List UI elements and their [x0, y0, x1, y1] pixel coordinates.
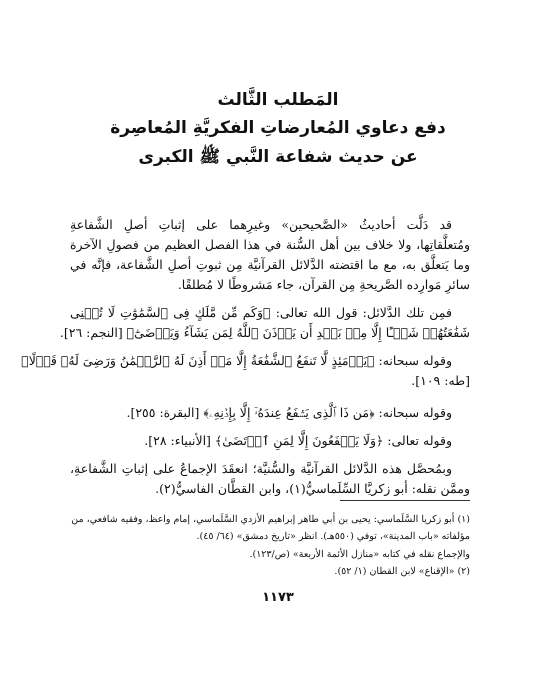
- body-line: سائرِ مَوارِده الصَّريحةِ مِن القرآن، جاء مَشروطًا لا مُطلقًا.: [177, 277, 470, 292]
- footnote-line: (٢) «الإقناع» لابن القطان (١/ ٥٢).: [334, 566, 470, 577]
- body-line: وقوله سبحانه: ﴿مَن ذَا ٱلَّذِى يَشۡفَعُ عِندَهُۥٓ إِلَّا بِإِذۡنِهِۦ﴾ [البقرة: ٢٥٥].: [126, 405, 452, 420]
- body-line: وقوله سبحانه: ﴿يَوۡمَئِذٍ لَّا تَنفَعُ ٱلشَّفَٰعَةُ إِلَّا مَنۡ أَذِنَ لَهُ ٱلرَّحۡمَٰنُ وَرَضِىَ لَهُۥ قَوۡلًا﴾: [21, 353, 452, 368]
- footnote-line: والإجماع نقله في كتابه «منازل الأئمة الأربعة» (ص/١٢٣).: [249, 549, 470, 560]
- body-line: وما يَتعلَّق به، مع ما اقتضته الدَّلائل القرآنيَّة مِن ثبوتِ أصلِ الشَّفاعة، فإنَّه في: [70, 257, 470, 272]
- footnote-line: مؤلفاته «باب المدينة»، توفي (٥٥٠هـ). انظر «تاريخ دمشق» (٦٤/ ٤٥).: [196, 531, 470, 542]
- page-number: ١١٧٣: [262, 590, 294, 605]
- body-line: فمِن تلك الدَّلائل: قول الله تعالى: ﴿وَكَم مِّن مَّلَكٍ فِى ٱلسَّمَٰوَٰتِ لَا تُغۡنِى: [70, 305, 452, 320]
- body-line: وممَّن نقله: أبو زكريَّا السِّلَماسيُّ(١)، وابن القطَّان الفاسيُّ(٢).: [155, 481, 470, 496]
- body-line: وقوله تعالى: ﴿وَلَا يَشۡفَعُونَ إِلَّا لِمَنِ ٱرۡتَضَىٰ﴾ [الأنبياء: ٢٨].: [144, 433, 452, 448]
- body-line: [طه: ١٠٩].: [411, 373, 470, 388]
- body-line: وبمُحصَّل هذه الدَّلائل القرآنيَّة والسُّنيَّة؛ انعقَدَ الإجماعُ على إثباتِ الشَّفاعةِ،: [70, 461, 452, 476]
- body-line: شَفَٰعَتُهُمۡ شَيۡـًٔا إِلَّا مِنۢ بَعۡدِ أَن يَأۡذَنَ ٱللَّهُ لِمَن يَشَآءُ وَيَرۡضَىٰٓ﴾ [النجم: ٢٦].: [59, 325, 470, 340]
- section-title: المَطلب الثَّالث: [217, 90, 339, 110]
- body-line: ومُتعلَّقاتِها، ولا خلاف بين أهل السُّنة في هذا الفصل العظيم من فصولِ الآخرة: [70, 237, 470, 252]
- section-subtitle: دفع دعاوي المُعارضاتِ الفكريَّةِ المُعاصِرة: [110, 118, 446, 138]
- section-subtitle-2: عن حديث شفاعة النَّبي ﷺ الكبرى: [138, 147, 418, 167]
- footnote-separator: [340, 500, 470, 501]
- footnote-line: (١) أبو زكريا السَّلَماسي: يحيى بن أبي طاهر إبراهيم الأزدي السَّلَماسي، إمام واعظ، وفقيه شافعي، من: [71, 514, 470, 525]
- body-line: قد دَلَّت أحاديثُ «الصَّحيحين» وغيرِهما على إثباتِ أصلِ الشَّفاعةِ: [70, 217, 452, 232]
